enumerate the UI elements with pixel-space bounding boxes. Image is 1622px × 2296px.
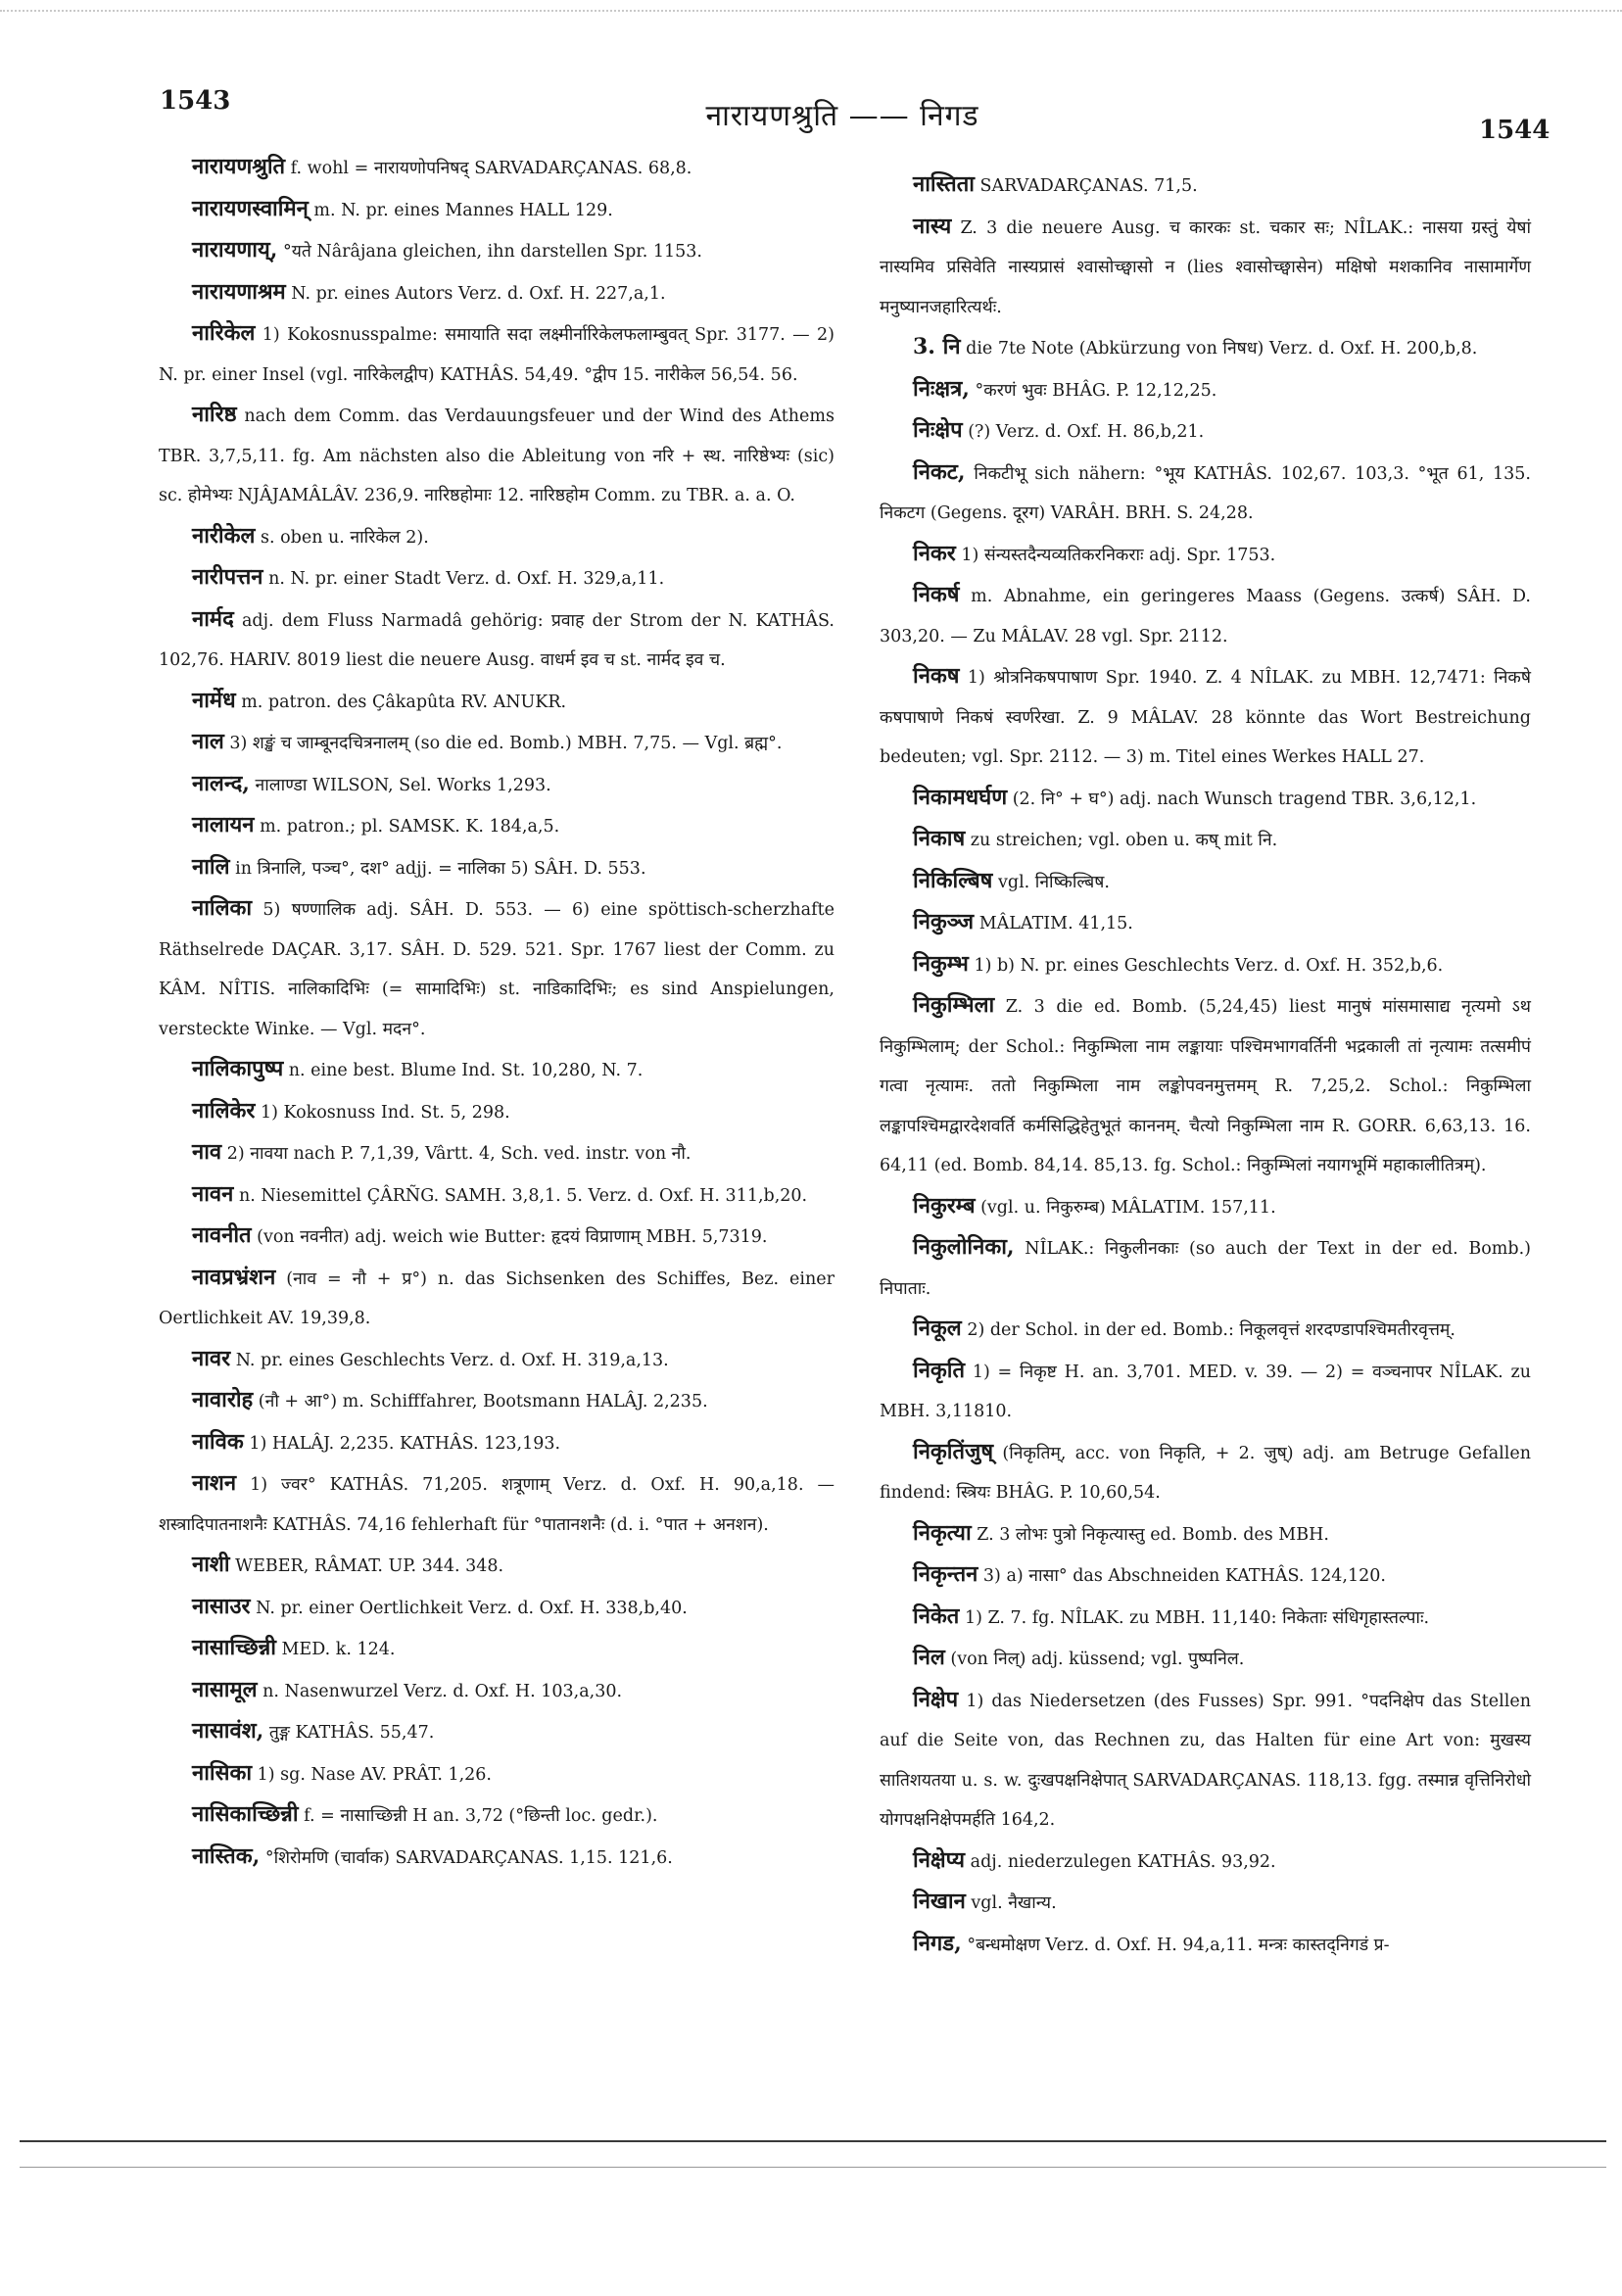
- entry-headword: निक्षेप: [913, 1686, 959, 1712]
- entry-headword: नारीकेल: [192, 522, 256, 549]
- entry-headword: निकेत: [913, 1602, 960, 1629]
- dictionary-entry: [880, 410, 1531, 453]
- entry-headword: निक्षेप्य: [913, 1846, 966, 1873]
- dictionary-entry: [880, 1924, 1531, 1966]
- dictionary-entry: [880, 327, 1531, 369]
- dictionary-entry: [880, 165, 1531, 207]
- entry-text: MED. k. 124.: [281, 1640, 396, 1659]
- entry-text: (von निल्) adj. küssend; vgl. पुष्पनिल.: [950, 1650, 1245, 1669]
- entry-text: निकटीभू sich nähern: °भूय KATHÂS. 102,67. 103,3. °भूत 61, 135. निकटग (Gegens. दूरग) VARÂH. BRH. S. 24,28.: [880, 463, 1531, 523]
- entry-headword: निकुम्भ: [913, 950, 969, 977]
- entry-text: 1) HALÂJ. 2,235. KATHÂS. 123,193.: [249, 1433, 561, 1454]
- entry-headword: नार्मद: [192, 605, 234, 632]
- entry-text: °शिरोमणि (चार्वाक) SARVADARÇANAS. 1,15. 121,6.: [264, 1847, 673, 1868]
- entry-text: vgl. निष्किल्बिष.: [997, 872, 1110, 892]
- entry-text: °बन्धमोक्षण Verz. d. Oxf. H. 94,a,11. मन्त्रः कास्तद्निगडं प्र-: [967, 1935, 1390, 1955]
- dictionary-entry: [159, 1339, 835, 1381]
- entry-headword: नारिकेल: [192, 320, 256, 346]
- entry-text: adj. niederzulegen KATHÂS. 93,92.: [970, 1851, 1276, 1872]
- dictionary-entry: [159, 1545, 835, 1587]
- entry-text: SARVADARÇANAS. 71,5.: [979, 176, 1198, 196]
- dictionary-entry: [159, 888, 835, 1049]
- dictionary-entry: [880, 575, 1531, 656]
- dictionary-entry: [159, 1216, 835, 1258]
- dictionary-entry: [880, 985, 1531, 1186]
- entry-headword: नालिकेर: [192, 1097, 256, 1124]
- footer-rule: [20, 2140, 1606, 2142]
- entry-text: s. oben u. नारिकेल 2).: [261, 527, 429, 548]
- dictionary-entry: [880, 1309, 1531, 1351]
- entry-text: Z. 3 die ed. Bomb. (5,24,45) liest मानुषं मांसमासाद्य नृत्यमो ऽथ निकुम्भिलाम्; der Schol.: निकुम्भिला नाम लङ्कायाः पश्चिमभागवर्तिनी भद्रकाली तां नृत्यामः तत्समीपं गत्वा नृत्यामः. ततो निकुम्भिला नाम लङ्कोपवनमुत्तमम् R. 7,25,2. Schol.: निकुम्भिला लङ्कापश्चिमद्वारदेशवर्ति कर्मसिद्धिहेतुभूतं काननम्. चैत्यो निकुम्भिला नाम R. GORR. 6,63,13. 16. 64,11 (ed. Bomb. 84,14. 85,13. fg. Schol.: निकुम्भिलां नयागभूमिं महाकालीतित्रम्).: [880, 997, 1531, 1175]
- dictionary-entry: [159, 1628, 835, 1670]
- dictionary-entry: [159, 1753, 835, 1795]
- entry-text: 1) Z. 7. fg. NÎLAK. zu MBH. 11,140: निकेताः संधिगृहास्तल्पाः.: [964, 1607, 1430, 1628]
- dictionary-entry: [159, 516, 835, 558]
- dictionary-entry: [880, 1186, 1531, 1228]
- entry-text: 5) षण्णालिक adj. SÂH. D. 553. — 6) eine spöttisch-scherzhafte Räthselrede DAÇAR. 3,17. SÂH. D. 529. 521. Spr. 1767 liest der Comm. zu KÂM. NÎTIS. नालिकादिभिः (= सामादिभिः) st. नाडिकादिभिः; es sind Anspielungen, versteckte Winke. — Vgl. मदन°.: [159, 900, 835, 1039]
- entry-headword: निःक्षेप: [913, 417, 963, 443]
- entry-text: Z. 3 die neuere Ausg. च कारकः st. चकार सः; NÎLAK.: नासया ग्रस्तुं येषां नास्यमिव प्रसिवेति नास्यप्रासं श्वासोच्छ्वासो न (lies श्वासोच्छ्वासेन) मक्षिषो मशकानिव नासामार्गेण मनुष्यानजहारित्यर्थः.: [880, 217, 1531, 317]
- entry-headword: निकामधर्घण: [913, 784, 1008, 810]
- entry-headword: निगड,: [913, 1930, 962, 1956]
- dictionary-entry: [880, 1351, 1531, 1432]
- dictionary-entry: [159, 313, 835, 395]
- entry-text: (नौ + आ°) m. Schifffahrer, Bootsmann HALÂJ. 2,235.: [258, 1392, 708, 1411]
- entry-text: m. patron. des Çâkapûta RV. ANUKR.: [241, 692, 567, 712]
- dictionary-entry: [880, 902, 1531, 944]
- dictionary-entry: [880, 207, 1531, 328]
- dictionary-entry: [880, 656, 1531, 778]
- dictionary-entry: [880, 1227, 1531, 1309]
- dictionary-entry: [880, 1680, 1531, 1841]
- dictionary-entry: [159, 681, 835, 723]
- dictionary-entry: [159, 599, 835, 681]
- entry-text: N. pr. eines Autors Verz. d. Oxf. H. 227,a,1.: [291, 283, 666, 304]
- entry-headword: निकाष: [913, 826, 966, 851]
- entry-headword: नासिकाच्छिन्नी: [192, 1801, 299, 1827]
- entry-headword: नाविक: [192, 1428, 244, 1455]
- entry-headword: निकृत्या: [913, 1519, 972, 1546]
- entry-headword: निकृति: [913, 1357, 966, 1383]
- entry-headword: निकुलोनिका,: [913, 1234, 1015, 1260]
- entry-headword: नालिकापुष्प: [192, 1056, 284, 1081]
- entry-headword: नारिष्ठ: [192, 402, 237, 427]
- footer-rule-thin: [20, 2167, 1606, 2168]
- left-column: [159, 147, 835, 1878]
- entry-text: 1) b) N. pr. eines Geschlechts Verz. d. Oxf. H. 352,b,6.: [974, 955, 1444, 976]
- entry-headword: नाशन: [192, 1470, 237, 1496]
- dictionary-entry: [880, 1555, 1531, 1597]
- entry-text: 1) संन्यस्तदैन्यव्यतिकरनिकराः adj. Spr. 1753.: [961, 545, 1276, 565]
- entry-text: zu streichen; vgl. oben u. कष् mit नि.: [970, 831, 1278, 850]
- dictionary-entry: [880, 1513, 1531, 1555]
- entry-headword: निकुञ्ज: [913, 909, 975, 934]
- dictionary-entry: [880, 1882, 1531, 1924]
- entry-text: f. wohl = नारायणोपनिषद् SARVADARÇANAS. 68,8.: [290, 159, 692, 178]
- entry-headword: निकर: [913, 540, 956, 566]
- entry-text: 2) नावया nach P. 7,1,39, Vârtt. 4, Sch. ved. instr. von नौ.: [226, 1144, 692, 1164]
- dictionary-entry: [880, 819, 1531, 861]
- entry-text: नालाण्डा WILSON, Sel. Works 1,293.: [255, 775, 551, 795]
- dictionary-entry: [880, 369, 1531, 411]
- dictionary-entry: [159, 805, 835, 847]
- dictionary-entry: [159, 1380, 835, 1422]
- entry-headword: नासावंश,: [192, 1718, 264, 1744]
- entry-text: adj. dem Fluss Narmadâ gehörig: प्रवाह der Strom der N. KATHÂS. 102,76. HARIV. 8019 liest die neuere Ausg. वाधर्म इव च st. नार्मद इव च.: [159, 610, 835, 670]
- entry-text: f. = नासाच्छिन्नी H an. 3,72 (°छिन्ती loc. gedr.).: [304, 1806, 658, 1826]
- dictionary-entry: [880, 1638, 1531, 1680]
- entry-headword: निकृन्तन: [913, 1561, 978, 1587]
- entry-text: m. patron.; pl. SAMSK. K. 184,a,5.: [260, 817, 560, 837]
- entry-text: °करणं भुवः BHÂG. P. 12,12,25.: [975, 380, 1217, 401]
- page-number-left: 1543: [160, 86, 231, 116]
- entry-text: (नाव = नौ + प्र°) n. das Sichsenken des Schiffes, Bez. einer Oertlichkeit AV. 19,39,8.: [159, 1268, 835, 1328]
- dictionary-entry: [159, 1837, 835, 1879]
- entry-headword: नास्तिता: [913, 171, 975, 197]
- entry-headword: नारायणाश्रम: [192, 278, 286, 305]
- entry-text: (2. नि° + घ°) adj. nach Wunsch tragend TBR. 3,6,12,1.: [1012, 789, 1477, 809]
- entry-text: N. pr. einer Oertlichkeit Verz. d. Oxf. H. 338,b,40.: [256, 1598, 688, 1618]
- entry-headword: निकट,: [913, 458, 966, 485]
- entry-text: die 7te Note (Abkürzung von निषध) Verz. d. Oxf. H. 200,b,8.: [966, 339, 1478, 359]
- entry-text: 3) शङ्खं च जाम्बूनदचित्रनालम् (so die ed. Bomb.) MBH. 7,75. — Vgl. ब्रह्म°.: [229, 734, 783, 753]
- dictionary-entry: [159, 272, 835, 314]
- entry-text: 2) der Schol. in der ed. Bomb.: निकूलवृत्तं शरदण्डापश्चिमतीरवृत्तम्.: [967, 1320, 1455, 1340]
- entry-text: (von नवनीत) adj. weich wie Butter: हृदयं विप्राणाम् MBH. 5,7319.: [257, 1227, 768, 1247]
- dictionary-entry: [880, 944, 1531, 986]
- entry-headword: नासिका: [192, 1759, 253, 1786]
- entry-text: 1) = निकृष्ट H. an. 3,701. MED. v. 39. — 2) = वञ्चनापर NÎLAK. zu MBH. 3,11810.: [880, 1362, 1531, 1421]
- entry-text: 1) Kokosnusspalme: समायाति सदा लक्ष्मीर्नारिकेलफलाम्बुवत् Spr. 3177. — 2) N. pr. einer Insel (vgl. नारिकेलद्वीप) KATHÂS. 54,49. °द्वीप 15. नारीकेल 56,54. 56.: [159, 325, 835, 385]
- dictionary-entry: [880, 1597, 1531, 1639]
- dictionary-entry: [159, 1794, 835, 1837]
- entry-headword: नासामूल: [192, 1676, 258, 1702]
- right-column: [880, 165, 1531, 1965]
- entry-text: 1) das Niedersetzen (des Fusses) Spr. 991. °पदनिक्षेप das Stellen auf die Seite von, das Rechnen zu, das Halten für eine Art von: मुखस्य सातिशयतया u. s. w. दुःखपक्षनिक्षेपात् SARVADARÇANAS. 118,13. fgg. तस्मान्न वृत्तिनिरोधो योगपक्षनिक्षेपमर्हति 164,2.: [880, 1691, 1531, 1830]
- entry-text: (vgl. u. निकुरुम्ब) MÂLATIM. 157,11.: [980, 1197, 1276, 1218]
- entry-text: 1) श्रोत्रनिकषपाषाण Spr. 1940. Z. 4 NÎLAK. zu MBH. 12,7471: निकषे कषपाषाणे निकषं स्वर्णरेखा. Z. 9 MÂLAV. 28 könnte das Wort Bestreichung bedeuten; vgl. Spr. 2112. — 3) m. Titel eines Werkes HALL 27.: [880, 668, 1531, 767]
- entry-text: Z. 3 लोभः पुत्रो निकृत्यास्तु ed. Bomb. des MBH.: [977, 1524, 1329, 1545]
- entry-text: n. N. pr. einer Stadt Verz. d. Oxf. H. 329,a,11.: [268, 569, 665, 589]
- entry-text: MÂLATIM. 41,15.: [978, 914, 1133, 933]
- entry-headword: नावनीत: [192, 1222, 252, 1248]
- dictionary-entry: [880, 778, 1531, 820]
- entry-text: 1) Kokosnuss Ind. St. 5, 298.: [261, 1102, 510, 1123]
- entry-headword: 3. नि: [913, 334, 961, 359]
- entry-text: n. Niesemittel ÇÂRÑG. SAMH. 3,8,1. 5. Verz. d. Oxf. H. 311,b,20.: [238, 1185, 808, 1206]
- entry-headword: नालन्द,: [192, 770, 250, 796]
- dictionary-entry: [159, 230, 835, 272]
- dictionary-entry: [159, 722, 835, 764]
- entry-text: WEBER, RÂMAT. UP. 344. 348.: [235, 1556, 504, 1576]
- entry-headword: नारायणाय्,: [192, 237, 278, 263]
- dictionary-entry: [880, 534, 1531, 576]
- entry-headword: नावन: [192, 1180, 234, 1207]
- entry-headword: निकूल: [913, 1315, 962, 1341]
- entry-headword: नासाच्छिन्नी: [192, 1635, 276, 1660]
- entry-text: in त्रिनालि, पञ्च°, दश° adjj. = नालिका 5) SÂH. D. 553.: [235, 858, 646, 879]
- entry-text: n. Nasenwurzel Verz. d. Oxf. H. 103,a,30.: [262, 1681, 623, 1701]
- dictionary-entry: [159, 1587, 835, 1629]
- entry-text: vgl. नैखान्य.: [971, 1893, 1057, 1913]
- dictionary-entry: [159, 1091, 835, 1133]
- entry-text: N. pr. eines Geschlechts Verz. d. Oxf. H. 319,a,13.: [235, 1350, 669, 1370]
- entry-headword: निखान: [913, 1889, 966, 1914]
- dictionary-entry: [880, 1841, 1531, 1883]
- entry-text: n. eine best. Blume Ind. St. 10,280, N. 7.: [288, 1061, 644, 1080]
- entry-headword: नासाउर: [192, 1593, 251, 1619]
- entry-text: °यते Nârâjana gleichen, ihn darstellen Spr. 1153.: [282, 242, 702, 262]
- dictionary-entry: [880, 861, 1531, 903]
- entry-headword: निल: [913, 1645, 945, 1670]
- entry-text: nach dem Comm. das Verdauungsfeuer und der Wind des Athems TBR. 3,7,5,11. fg. Am nächsten also die Ableitung von नरि + स्थ. नारिष्ठेभ्यः (sic) sc. होमेभ्यः NJÂJAMÂLÂV. 236,9. नारिष्ठहोमाः 12. नारिष्ठहोम Comm. zu TBR. a. a. O.: [159, 407, 835, 505]
- dictionary-entry: [159, 395, 835, 516]
- entry-headword: नालायन: [192, 812, 255, 837]
- dictionary-entry: [159, 1670, 835, 1712]
- entry-text: तुङ्ग KATHÂS. 55,47.: [268, 1723, 435, 1743]
- entry-headword: निःक्षत्र,: [913, 375, 970, 402]
- entry-headword: नालि: [192, 853, 230, 880]
- dictionary-entry: [159, 557, 835, 599]
- page-number-right: 1544: [1479, 116, 1550, 145]
- entry-text: m. N. pr. eines Mannes HALL 129.: [313, 200, 613, 220]
- entry-headword: नारायणस्वामिन्: [192, 195, 309, 221]
- entry-headword: नास्तिक,: [192, 1842, 261, 1869]
- entry-headword: नालिका: [192, 895, 253, 921]
- entry-text: m. Abnahme, ein geringeres Maass (Gegens. उत्कर्ष) SÂH. D. 303,20. — Zu MÂLAV. 28 vgl. Spr. 2112.: [880, 587, 1531, 646]
- entry-headword: निकुम्भिला: [913, 992, 995, 1018]
- dictionary-entry: [159, 1132, 835, 1174]
- entry-headword: निकिल्बिष: [913, 867, 993, 893]
- entry-headword: नावप्रभ्रंशन: [192, 1264, 276, 1290]
- dictionary-entry: [159, 1049, 835, 1091]
- entry-text: (निकृतिम्, acc. von निकृति, + 2. जुष्) adj. am Betruge Gefallen findend: स्त्रियः BHÂG. P. 10,60,54.: [880, 1443, 1531, 1503]
- entry-headword: नार्मेध: [192, 687, 236, 713]
- scan-edge-top: [0, 10, 1622, 12]
- entry-headword: नारायणश्रुति: [192, 154, 286, 179]
- entry-headword: निकृतिंजुष्: [913, 1438, 994, 1464]
- entry-text: NÎLAK.: निकुलीनकाः (so auch der Text in der ed. Bomb.) निपाताः.: [880, 1239, 1531, 1299]
- dictionary-entry: [159, 847, 835, 889]
- entry-text: (?) Verz. d. Oxf. H. 86,b,21.: [968, 422, 1205, 442]
- dictionary-entry: [159, 764, 835, 806]
- dictionary-entry: [159, 1463, 835, 1545]
- entry-headword: नास्य: [913, 213, 952, 239]
- entry-headword: निकर्ष: [913, 582, 960, 607]
- entry-headword: नाव: [192, 1139, 222, 1165]
- entry-headword: निकुरम्ब: [913, 1192, 976, 1219]
- dictionary-entry: [159, 1258, 835, 1339]
- dictionary-entry: [880, 1432, 1531, 1513]
- entry-headword: नारीपत्तन: [192, 564, 263, 590]
- dictionary-entry: [159, 147, 835, 189]
- dictionary-entry: [159, 1422, 835, 1464]
- entry-text: 1) sg. Nase AV. PRÂT. 1,26.: [257, 1764, 492, 1785]
- entry-headword: नावर: [192, 1345, 231, 1371]
- dictionary-entry: [880, 453, 1531, 534]
- entry-text: 3) a) नासा° das Abschneiden KATHÂS. 124,120.: [982, 1566, 1386, 1586]
- dictionary-entry: [159, 1174, 835, 1217]
- entry-headword: नाल: [192, 729, 224, 754]
- entry-headword: निकष: [913, 663, 960, 689]
- running-head: नारायणश्रुति —— निगड: [705, 99, 979, 133]
- dictionary-entry: [159, 189, 835, 231]
- entry-headword: नावारोह: [192, 1387, 254, 1412]
- entry-text: 1) ज्वर° KATHÂS. 71,205. शत्रूणाम् Verz. d. Oxf. H. 90,a,18. — शस्त्रादिपातनाशनैः KATHÂS. 74,16 fehlerhaft für °पातानशनैः (d. i. °पात + अनशन).: [159, 1475, 835, 1535]
- dictionary-entry: [159, 1711, 835, 1753]
- entry-headword: नाशी: [192, 1552, 230, 1577]
